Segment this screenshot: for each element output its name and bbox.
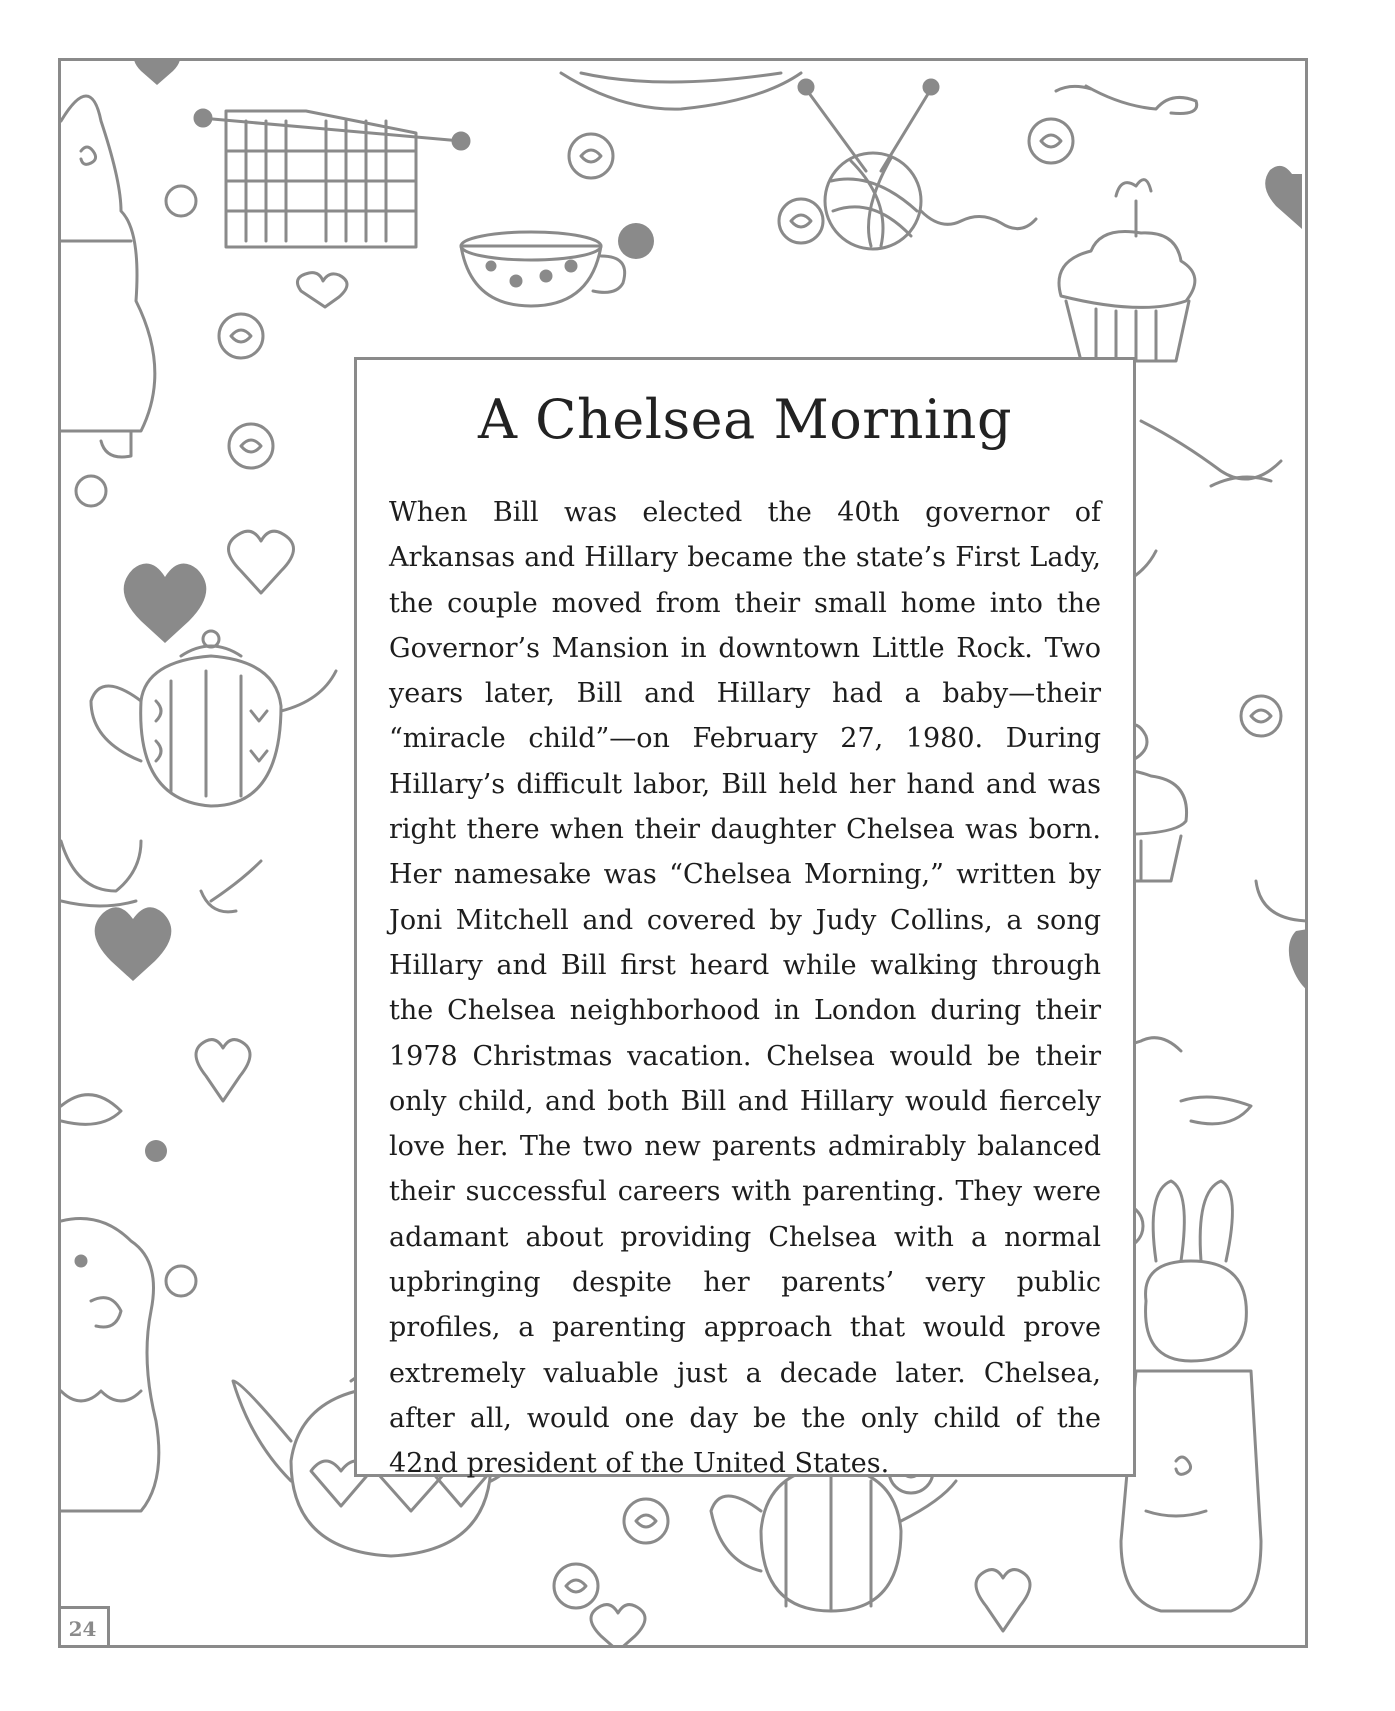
cupcake-icon xyxy=(1059,180,1195,361)
page-frame xyxy=(58,58,1308,1648)
bunny-icon xyxy=(61,96,155,457)
body-text: When Bill was elected the 40th governor of Arkansas and Hillary became the state’s First Lady, the couple moved from their small home into the Governor’s Mansion in downtown Little Rock. Two years later, Bill and Hillary had a baby—their “miracle child”—on February 27, 1980. During Hillary’s difficult labor, Bill held her hand and was right there when their daughter Chelsea was born. Her namesake was “Chelsea Morning,” written by Joni Mitchell and covered by Judy Collins, a song Hillary and Bill first heard while walking through the Chelsea neighborhood in London during their 1978 Christmas vacation. Chelsea would be their only child, and both Bill and Hillary would fiercely love her. The two new parents admirably balanced their successful careers with parenting. They were adamant about providing Chelsea with a normal upbringing despite her parents’ very public profiles, a parenting approach that would prove extremely valuable just a decade later. Chelsea, after all, would one day be the only child of the 42nd president of the United States. xyxy=(389,497,1101,1480)
yarn-ball-icon xyxy=(799,80,1036,249)
knitting-icon xyxy=(195,110,469,247)
bunny-icon xyxy=(1121,1181,1261,1611)
dog-icon xyxy=(61,1219,159,1512)
text-panel xyxy=(354,357,1136,1480)
page-title: A Chelsea Morning xyxy=(477,388,1013,451)
eyeglasses-icon xyxy=(1056,86,1197,114)
bowl-icon xyxy=(561,73,801,109)
teapot-icon xyxy=(91,631,336,806)
page-number: 24 xyxy=(58,1606,110,1648)
teacup-icon xyxy=(461,232,625,306)
